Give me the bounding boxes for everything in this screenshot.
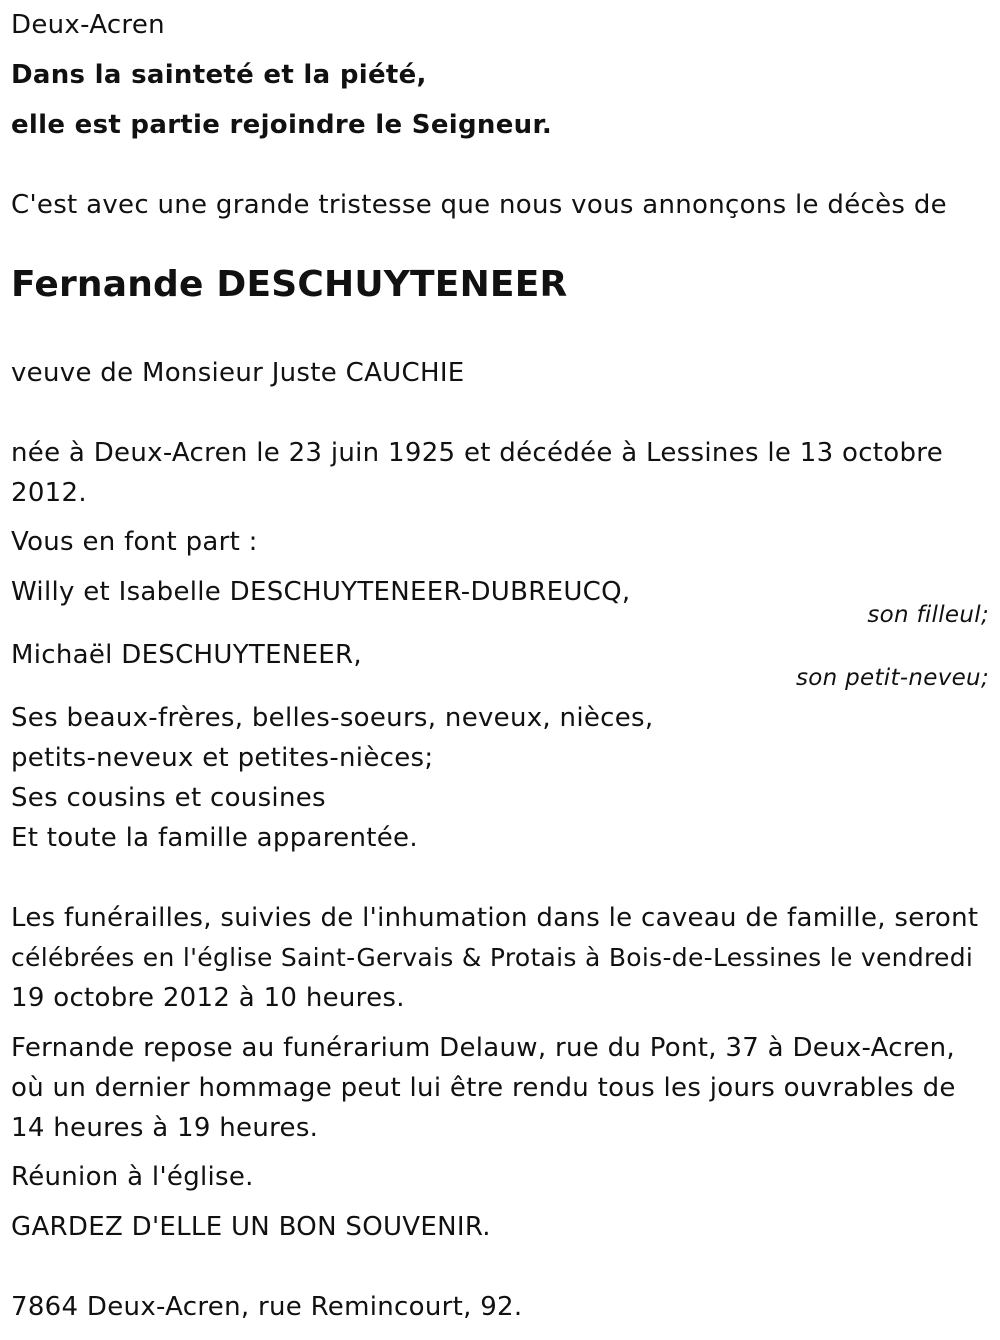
visitation-line-1: Fernande repose au funérarium Delauw, rue du Pont, 37 à Deux-Acren, — [11, 1033, 955, 1063]
funeral-line-2: célébrées en l'église Saint-Gervais & Protais à Bois-de-Lessines le vendredi — [11, 943, 974, 972]
relatives-line-2: petits-neveux et petites-nièces; — [11, 743, 434, 773]
verse-line-2: elle est partie rejoindre le Seigneur. — [11, 110, 553, 140]
visitation-line-3: 14 heures à 19 heures. — [11, 1113, 319, 1143]
remembrance: GARDEZ D'ELLE UN BON SOUVENIR. — [11, 1212, 491, 1242]
announcement: C'est avec une grande tristesse que nous vous annonçons le décès de — [11, 190, 947, 220]
verse-line-1: Dans la sainteté et la piété, — [11, 60, 427, 90]
share-intro: Vous en font part : — [11, 527, 258, 557]
family-member-name: Michaël DESCHUYTENEER, — [11, 640, 362, 670]
relatives-line-3: Ses cousins et cousines — [11, 783, 326, 813]
place-header: Deux-Acren — [11, 10, 165, 40]
meeting-note: Réunion à l'église. — [11, 1162, 254, 1192]
relatives-line-1: Ses beaux-frères, belles-soeurs, neveux, nièces, — [11, 703, 654, 733]
family-member-relation: son filleul; — [867, 602, 989, 628]
birth-death-line-2: 2012. — [11, 478, 87, 508]
relatives-line-4: Et toute la famille apparentée. — [11, 823, 418, 853]
funeral-line-1: Les funérailles, suivies de l'inhumation dans le caveau de famille, seront — [11, 903, 979, 933]
deceased-name: Fernande DESCHUYTENEER — [11, 264, 568, 305]
home-address: 7864 Deux-Acren, rue Remincourt, 92. — [11, 1292, 523, 1322]
widow-of: veuve de Monsieur Juste CAUCHIE — [11, 358, 465, 388]
birth-death-line-1: née à Deux-Acren le 23 juin 1925 et décédée à Lessines le 13 octobre — [11, 438, 944, 468]
visitation-line-2: où un dernier hommage peut lui être rendu tous les jours ouvrables de — [11, 1073, 956, 1103]
funeral-line-3: 19 octobre 2012 à 10 heures. — [11, 983, 405, 1013]
family-member-name: Willy et Isabelle DESCHUYTENEER-DUBREUCQ, — [11, 577, 631, 607]
family-member-relation: son petit-neveu; — [795, 665, 989, 691]
